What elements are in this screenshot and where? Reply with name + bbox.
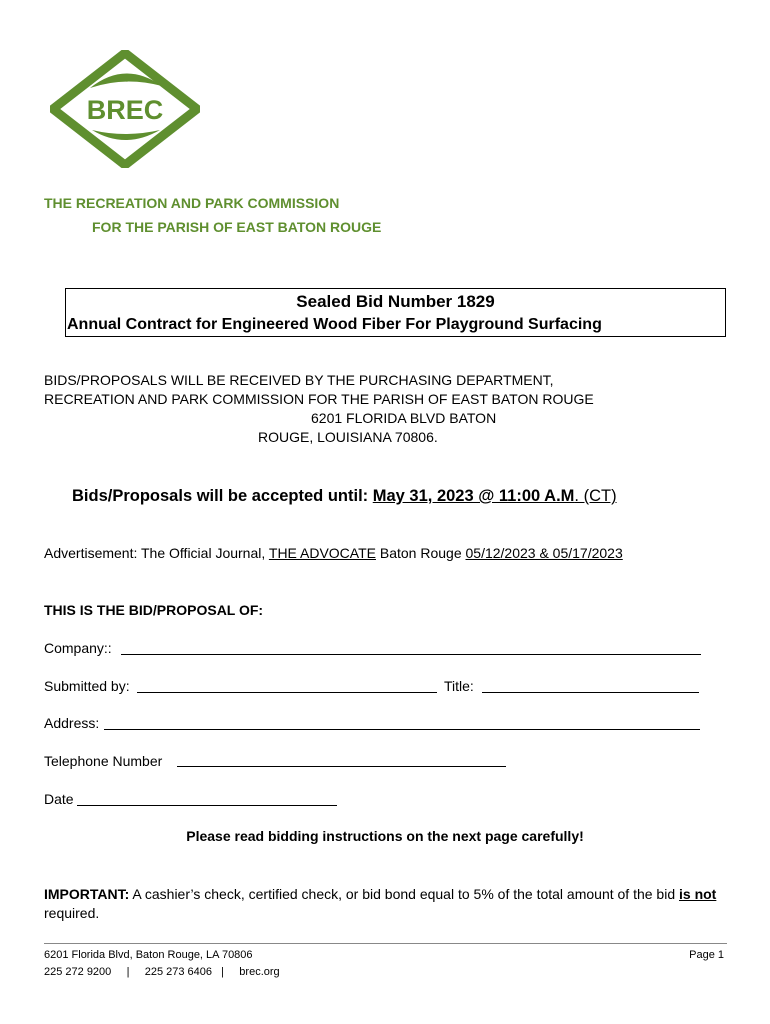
logo-text: BREC: [86, 95, 164, 125]
received-line2: RECREATION AND PARK COMMISSION FOR THE PARISH OF EAST BATON ROUGE: [44, 391, 594, 407]
bid-description: Annual Contract for Engineered Wood Fiber For Playground Surfacing: [67, 316, 602, 333]
footer-divider: [44, 943, 727, 944]
advertisement: [44, 545, 623, 561]
bid-number: Sealed Bid Number 1829: [296, 292, 495, 311]
address-label: Address:: [44, 715, 100, 731]
title-label: Title:: [444, 678, 474, 694]
important-emphasis: is not: [679, 886, 717, 902]
brec-logo-graphic: [50, 50, 200, 168]
important-text2: required.: [44, 905, 100, 921]
footer-address: 6201 Florida Blvd, Baton Rouge, LA 70806: [44, 949, 253, 961]
submitted-by-label: Submitted by:: [44, 678, 130, 694]
company-field[interactable]: [121, 654, 701, 655]
bid-title-box: [65, 288, 726, 337]
important-text1: A cashier’s check, certified check, or bid bond equal to 5% of the total amount of the bid: [129, 886, 680, 902]
advert-journal: THE ADVOCATE: [268, 545, 376, 561]
advert-dates: 05/12/2023 & 05/17/2023: [465, 545, 623, 561]
page-number: Page 1: [689, 949, 724, 961]
accepted-until: [72, 487, 617, 506]
date-field[interactable]: [77, 805, 337, 806]
telephone-label: Telephone Number: [44, 753, 163, 769]
org-name-line2: FOR THE PARISH OF EAST BATON ROUGE: [92, 219, 382, 235]
received-line1: BIDS/PROPOSALS WILL BE RECEIVED BY THE PURCHASING DEPARTMENT,: [44, 372, 554, 388]
important-label: IMPORTANT:: [44, 886, 130, 902]
title-field[interactable]: [482, 692, 699, 693]
accepted-label: Bids/Proposals will be accepted until:: [72, 487, 373, 505]
leaf-bottom-icon: [92, 130, 160, 140]
important-note: [44, 885, 724, 923]
advert-middle: Baton Rouge: [375, 545, 466, 561]
date-label: Date: [44, 791, 74, 807]
telephone-field[interactable]: [177, 766, 506, 767]
advert-prefix: Advertisement: The Official Journal,: [44, 545, 269, 561]
company-label: Company::: [44, 640, 112, 656]
bid-of-heading: THIS IS THE BID/PROPOSAL OF:: [44, 602, 264, 618]
org-name-line1: THE RECREATION AND PARK COMMISSION: [44, 195, 340, 211]
read-instructions: Please read bidding instructions on the next page carefully!: [186, 828, 584, 844]
received-line3: 6201 FLORIDA BLVD BATON: [311, 410, 497, 426]
received-line4: ROUGE, LOUISIANA 70806.: [258, 429, 438, 445]
accepted-timezone: . (CT): [574, 487, 617, 505]
footer-contact: 225 272 9200 | 225 273 6406 | brec.org: [44, 966, 280, 978]
accepted-date: May 31, 2023 @ 11:00 A.M: [372, 487, 575, 505]
brec-logo: [50, 50, 200, 168]
address-field[interactable]: [104, 729, 700, 730]
submitted-by-field[interactable]: [137, 692, 437, 693]
